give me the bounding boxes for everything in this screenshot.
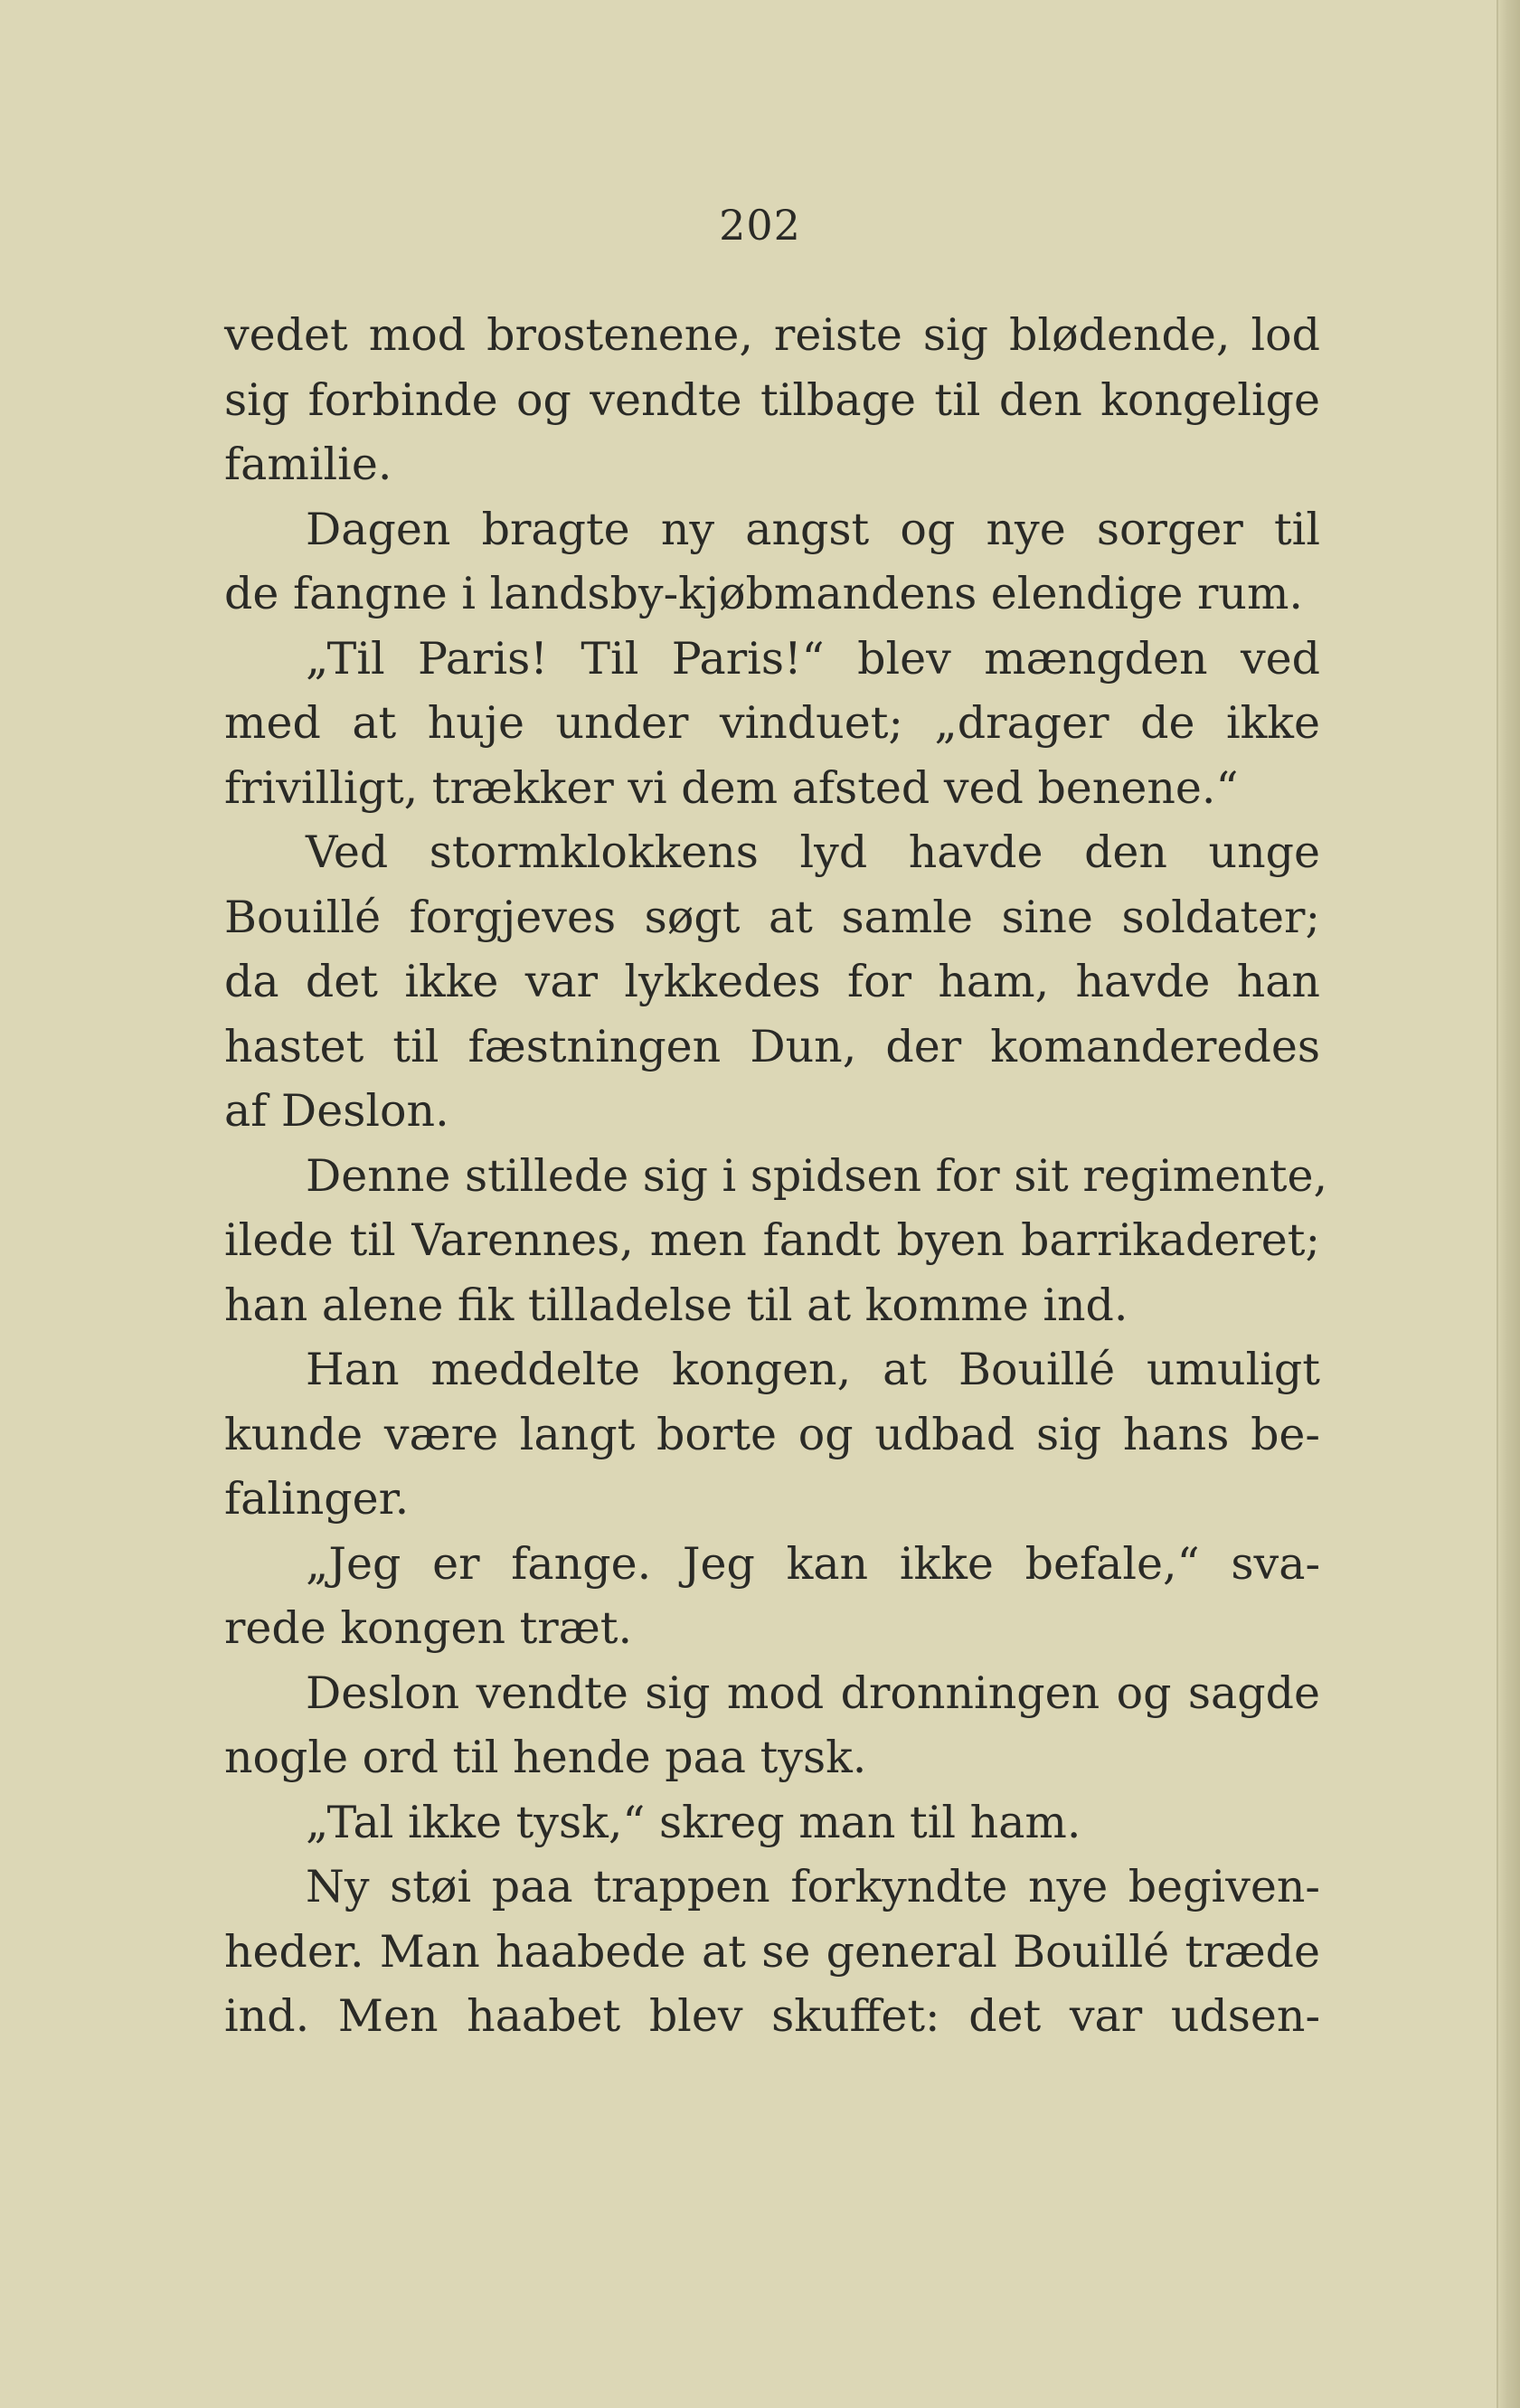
- text-line: nogle ord til hende paa tysk.: [224, 1732, 867, 1783]
- text-line: ilede til Varennes, men fandt byen barrikaderet;: [224, 1214, 1320, 1266]
- text-line: „Til Paris! Til Paris!“ blev mængden ved: [306, 632, 1320, 685]
- text-line: „Tal ikke tysk,“ skreg man til ham.: [306, 1796, 1081, 1848]
- text-line: de fangne i landsby-kjøbmandens elendige rum.: [224, 568, 1304, 619]
- text-line: Ny støi paa trappen forkyndte nye begiven-: [306, 1861, 1320, 1912]
- text-line: falinger.: [224, 1473, 410, 1525]
- text-line: Bouillé forgjeves søgt at samle sine soldater;: [224, 891, 1320, 943]
- text-line: familie.: [224, 439, 392, 490]
- text-line: med at huje under vinduet; „drager de ikke: [224, 697, 1320, 749]
- text-line: kunde være langt borte og udbad sig hans be-: [224, 1408, 1320, 1460]
- text-line: af Deslon.: [224, 1085, 449, 1137]
- text-line: da det ikke var lykkedes for ham, havde han: [224, 956, 1320, 1007]
- text-line: „Jeg er fange. Jeg kan ikke befale,“ sva-: [306, 1537, 1320, 1590]
- text-line: Ved stormklokkens lyd havde den unge: [306, 826, 1320, 878]
- page-edge: [1498, 0, 1520, 2408]
- text-line: Denne stillede sig i spidsen for sit regimente,: [306, 1149, 1328, 1202]
- text-line: Dagen bragte ny angst og nye sorger til: [306, 503, 1320, 555]
- text-line: frivilligt, trækker vi dem afsted ved benene.“: [224, 761, 1239, 814]
- text-line: Deslon vendte sig mod dronningen og sagde: [306, 1667, 1320, 1719]
- text-line: ind. Men haabet blev skuffet: det var udsen-: [224, 1990, 1320, 2042]
- text-line: sig forbinde og vendte tilbage til den kongelige: [224, 373, 1320, 426]
- text-line: heder. Man haabede at se general Bouillé træde: [224, 1925, 1320, 1978]
- text-line: hastet til fæstningen Dun, der komanderedes: [224, 1020, 1320, 1072]
- page-number: 202: [719, 201, 801, 250]
- text-line: Han meddelte kongen, at Bouillé umuligt: [306, 1344, 1320, 1395]
- text-line: rede kongen træt.: [224, 1602, 633, 1654]
- text-line: vedet mod brostenene, reiste sig blødende, lod: [224, 309, 1320, 361]
- body-text: [224, 303, 1328, 2049]
- text-line: han alene fik tilladelse til at komme ind.: [224, 1279, 1128, 1331]
